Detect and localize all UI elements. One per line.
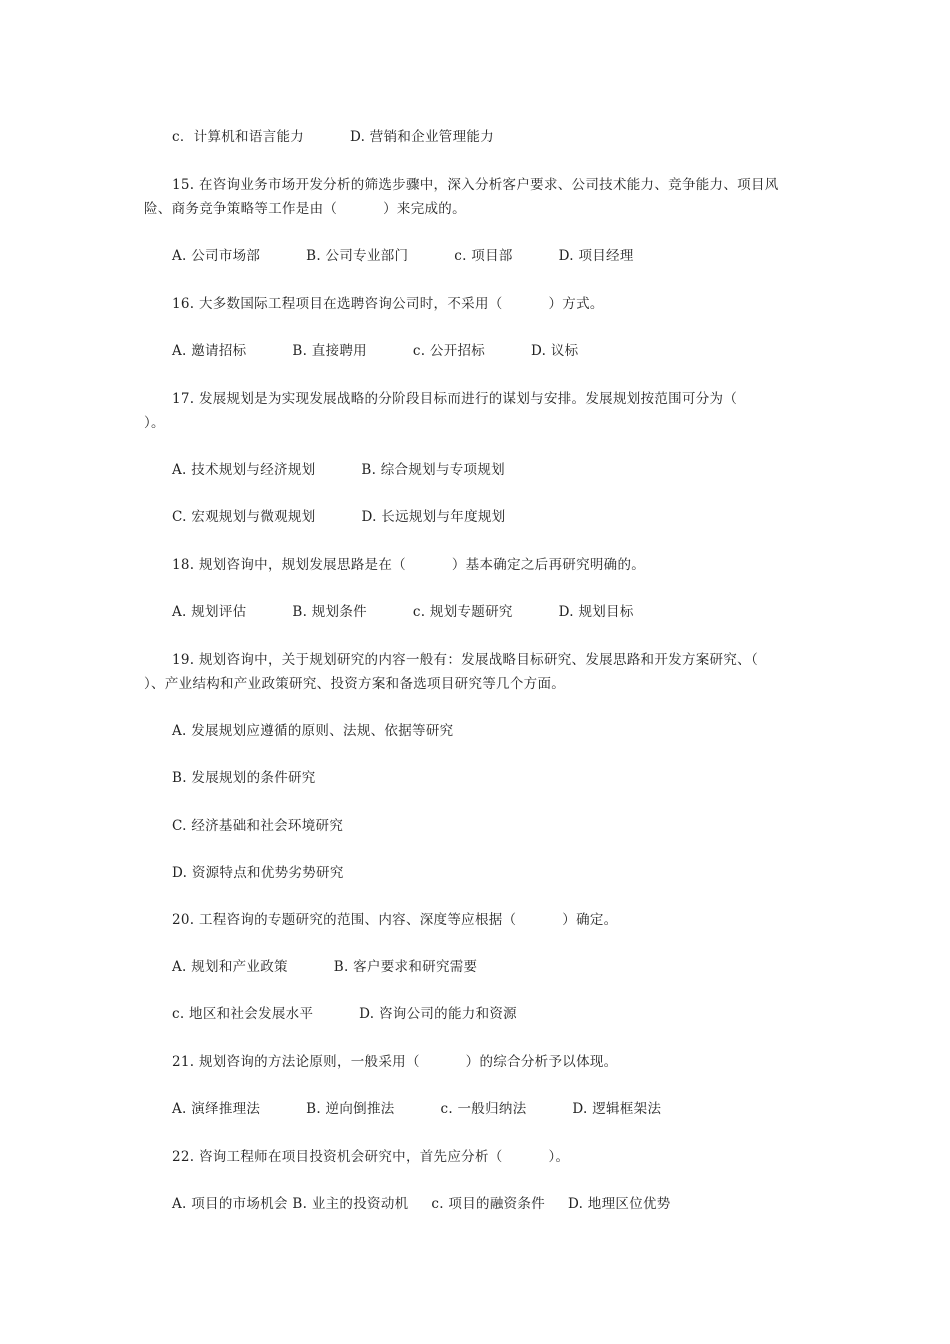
q16-options: A. 邀请招标 B. 直接聘用 c. 公开招标 D. 议标 <box>172 343 579 359</box>
q18-options: A. 规划评估 B. 规划条件 c. 规划专题研究 D. 规划目标 <box>172 604 634 620</box>
q17-options-cd: C. 宏观规划与微观规划 D. 长远规划与年度规划 <box>172 509 506 525</box>
q15-stem-line1: 15. 在咨询业务市场开发分析的筛选步骤中，深入分析客户要求、公司技术能力、竞争能力、项目风 <box>172 177 779 193</box>
q22-stem: 22. 咨询工程师在项目投资机会研究中，首先应分析（ ）。 <box>172 1149 570 1165</box>
q21-stem: 21. 规划咨询的方法论原则，一般采用（ ）的综合分析予以体现。 <box>172 1054 618 1070</box>
q21-options: A. 演绎推理法 B. 逆向倒推法 c. 一般归纳法 D. 逻辑框架法 <box>172 1101 662 1117</box>
q16-stem: 16. 大多数国际工程项目在选聘咨询公司时，不采用（ ）方式。 <box>172 296 604 312</box>
q19-stem-line1: 19. 规划咨询中，关于规划研究的内容一般有：发展战略目标研究、发展思路和开发方案研究、（ <box>172 652 759 668</box>
q20-stem: 20. 工程咨询的专题研究的范围、内容、深度等应根据（ ）确定。 <box>172 912 618 928</box>
q19-option-b: B. 发展规划的条件研究 <box>172 770 316 786</box>
q15-stem-line2: 险、商务竞争策略等工作是由（ ）来完成的。 <box>144 201 466 217</box>
q18-stem: 18. 规划咨询中，规划发展思路是在（ ）基本确定之后再研究明确的。 <box>172 557 646 573</box>
q14-options-cd: c．计算机和语言能力 D. 营销和企业管理能力 <box>172 129 494 145</box>
q20-options-cd: c. 地区和社会发展水平 D. 咨询公司的能力和资源 <box>172 1006 517 1022</box>
q19-stem-line2: ）、产业结构和产业政策研究、投资方案和备选项目研究等几个方面。 <box>144 676 566 692</box>
q19-option-a: A. 发展规划应遵循的原则、法规、依据等研究 <box>172 723 454 739</box>
q17-stem-line2: ）。 <box>144 415 165 431</box>
q20-options-ab: A. 规划和产业政策 B. 客户要求和研究需要 <box>172 959 478 975</box>
q17-stem-line1: 17. 发展规划是为实现发展战略的分阶段目标而进行的谋划与安排。发展规划按范围可分为（ <box>172 391 738 407</box>
q15-options: A. 公司市场部 B. 公司专业部门 c. 项目部 D. 项目经理 <box>172 248 634 264</box>
q19-option-c: C. 经济基础和社会环境研究 <box>172 818 344 834</box>
q17-options-ab: A. 技术规划与经济规划 B. 综合规划与专项规划 <box>172 462 505 478</box>
q19-option-d: D. 资源特点和优势劣势研究 <box>172 865 344 881</box>
q22-options: A. 项目的市场机会 B. 业主的投资动机 c. 项目的融资条件 D. 地理区位优势 <box>172 1196 671 1212</box>
